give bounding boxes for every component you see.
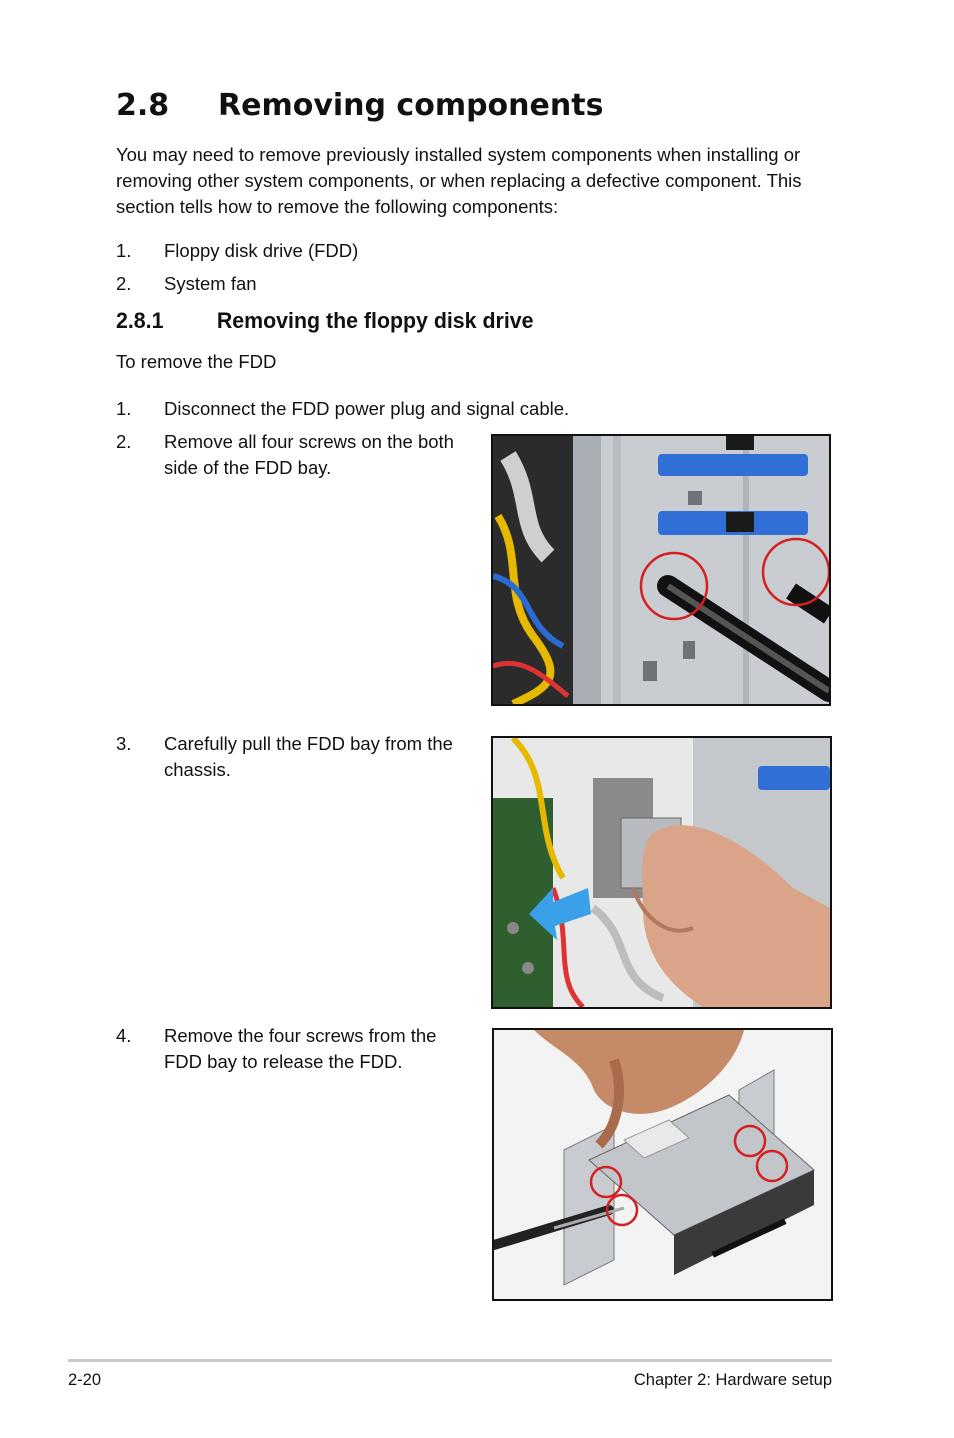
step-1 bbox=[116, 396, 816, 422]
step-text: Disconnect the FDD power plug and signal cable. bbox=[164, 398, 570, 419]
list-item-text: System fan bbox=[164, 273, 257, 294]
lead-text: To remove the FDD bbox=[116, 351, 277, 372]
chapter-title: Chapter 2: Hardware setup bbox=[633, 1371, 832, 1389]
section-number: 2.8 bbox=[116, 88, 170, 123]
step-text: Remove all four screws on the both side of the FDD bay. bbox=[164, 431, 454, 478]
step-number: 1. bbox=[116, 398, 132, 419]
list-item-text: Floppy disk drive (FDD) bbox=[164, 240, 359, 261]
subsection-number: 2.8.1 bbox=[116, 308, 164, 333]
release-fdd-photo bbox=[492, 1028, 833, 1301]
footer-divider bbox=[68, 1359, 832, 1362]
step-text: Carefully pull the FDD bay from the chassis. bbox=[164, 733, 453, 780]
fdd-bay-screws-photo bbox=[491, 434, 831, 706]
list-item bbox=[116, 271, 516, 297]
section-heading bbox=[116, 88, 603, 123]
step-number: 4. bbox=[116, 1025, 132, 1046]
step-number: 3. bbox=[116, 733, 132, 754]
list-item-number: 1. bbox=[116, 240, 132, 261]
subsection-title: Removing the floppy disk drive bbox=[216, 308, 534, 333]
pull-fdd-bay-photo bbox=[491, 736, 832, 1009]
step-4 bbox=[116, 1023, 476, 1075]
intro-paragraph: You may need to remove previously installed system components when installing or removing other system components, or when replacing a defective component. This section tells how to remove the following components: bbox=[116, 144, 802, 217]
section-title: Removing components bbox=[218, 88, 604, 123]
list-item-number: 2. bbox=[116, 273, 132, 294]
step-text: Remove the four screws from the FDD bay to release the FDD. bbox=[164, 1025, 437, 1072]
subsection-heading bbox=[116, 308, 533, 334]
step-2 bbox=[116, 429, 476, 481]
step-3 bbox=[116, 731, 476, 783]
page-number: 2-20 bbox=[68, 1371, 102, 1389]
step-number: 2. bbox=[116, 431, 132, 452]
list-item bbox=[116, 238, 516, 264]
